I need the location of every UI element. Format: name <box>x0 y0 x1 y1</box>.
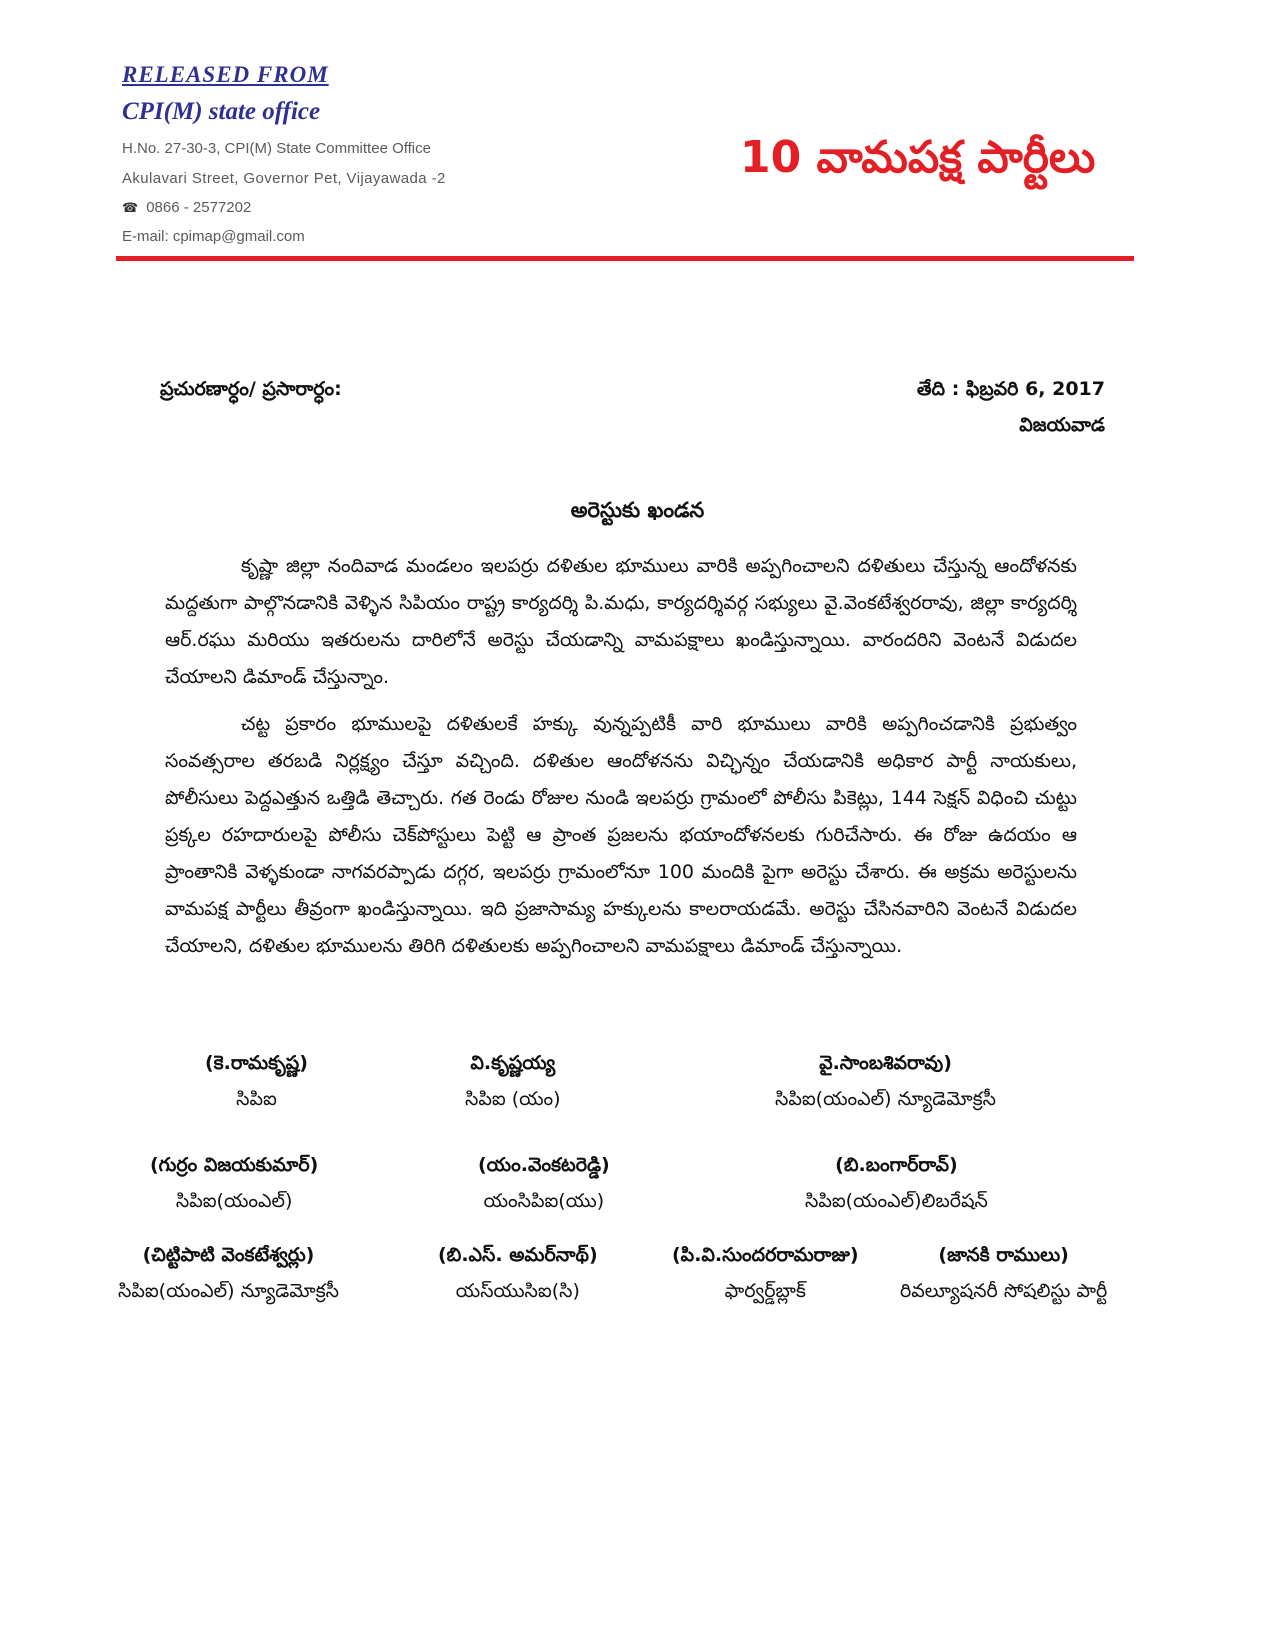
signatory-party: రివల్యూషనరీ సోషలిస్టు పార్టీ <box>900 1280 1108 1302</box>
signatory-4 <box>150 1152 318 1214</box>
paragraph-text: కృష్ణా జిల్లా నందివాడ మండలం ఇలపర్రు దళితుల భూములు వారికి అప్పగించాలని దళితులు చేస్తున్న ఆందోళనకు మద్దతుగా పాల్గొనడానికి వెళ్ళిన సిపియం రాష్ట్ర కార్యదర్శి పి.మధు, కార్యదర్శివర్గ సభ్యులు వై.వెంకటేశ్వరరావు, జిల్లా కార్యదర్శి ఆర్.రఘు మరియు ఇతరులను దారిలోనే అరెస్టు చేయడాన్ని వామపక్షాలు ఖండిస్తున్నాయి. వారందరిని వెంటనే విడుదల చేయాలని డిమాండ్ చేస్తున్నాం. <box>165 555 1077 688</box>
signatory-3 <box>775 1050 996 1112</box>
email-line: E-mail: cpimap@gmail.com <box>122 228 305 245</box>
signatory-party: సిపిఐ <box>236 1088 277 1110</box>
signatory-party: సిపిఐ(యంఎల్) <box>175 1190 293 1212</box>
phone-line <box>122 199 251 216</box>
signatory-party: సిపిఐ(యంఎల్)లిబరేషన్ <box>805 1190 988 1212</box>
header-divider <box>116 256 1134 261</box>
signatory-10 <box>900 1242 1107 1304</box>
paragraph-text: చట్ట ప్రకారం భూములపై దళితులకే హక్కు వున్నప్పటికీ వారి భూములు వారికి అప్పగించడానికి ప్రభుత్వం సంవత్సరాల తరబడి నిర్లక్ష్యం చేస్తూ వచ్చింది. దళితుల ఆందోళనను విచ్ఛిన్నం చేయడానికి అధికార పార్టీ నాయకులు, పోలీసులు పెద్దఎత్తున ఒత్తిడి తెచ్చారు. గత రెండు రోజుల నుండి ఇలపర్రు గ్రామంలో పోలీసు పికెట్లు, 144 సెక్షన్ విధించి చుట్టు ప్రక్కల రహదారులపై పోలీసు చెక్‌పోస్టులు పెట్టి ఆ ప్రాంత ప్రజలను భయాందోళనలకు గురిచేసారు. ఈ రోజు ఉదయం ఆ ప్రాంతానికి వెళ్ళకుండా నాగవరప్పాడు దగ్గర, ఇలపర్రు గ్రామంలోనూ 100 మందికి పైగా అరెస్టు చేశారు. ఈ అక్రమ అరెస్టులను వామపక్ష పార్టీలు తీవ్రంగా ఖండిస్తున్నాయి. ఇది ప్రజాసామ్య హక్కులను కాలరాయడమే. అరెస్టు చేసినవారిని వెంటనే విడుదల చేయాలని, దళితుల భూములను తిరిగి దళితులకు అప్పగించాలని వామపక్షాలు డిమాండ్ చేస్తున్నాయి. <box>165 713 1077 957</box>
place-name: విజయవాడ <box>1019 414 1105 436</box>
signatory-party: సిపిఐ (యం) <box>465 1088 561 1110</box>
signatory-name: (జానకి రాములు) <box>938 1244 1069 1266</box>
phone-icon: ☎ <box>122 200 139 215</box>
address-line-2: Akulavari Street, Governor Pet, Vijayawada -2 <box>122 170 446 187</box>
released-from-heading: RELEASED FROM <box>122 62 329 87</box>
signatory-name: (పి.వి.సుందరరామరాజు) <box>672 1244 859 1266</box>
signatory-name: (చిట్టిపాటి వెంకటేశ్వర్లు) <box>142 1244 315 1266</box>
signatory-party: సిపిఐ(యంఎల్) న్యూడెమోక్రసీ <box>775 1088 996 1110</box>
date-line: తేది : ఫిబ్రవరి 6, 2017 <box>916 378 1105 400</box>
signatory-party: ఫార్వర్డ్‌బ్లాక్ <box>724 1280 806 1302</box>
phone-number: 0866 - 2577202 <box>146 199 252 216</box>
signatory-name: వై.సాంబశివరావు) <box>819 1052 952 1074</box>
body-paragraph-2 <box>165 706 1077 965</box>
signatory-8 <box>438 1242 598 1304</box>
signatory-name: (బి.బంగార్‌రావ్) <box>835 1154 958 1176</box>
body-paragraph-1 <box>165 548 1077 696</box>
signatory-name: (గుర్రం విజయకుమార్) <box>150 1154 319 1176</box>
signatory-7 <box>118 1242 339 1304</box>
signatory-name: వి.కృష్ణయ్య <box>470 1052 556 1074</box>
signatory-party: యంసిపిఐ(యు) <box>483 1190 605 1212</box>
publication-label: ప్రచురణార్ధం/ ప్రసారార్ధం: <box>160 378 342 400</box>
signatory-1 <box>205 1050 308 1112</box>
org-title: 10 వామపక్ష పార్టీలు <box>740 132 1096 183</box>
signatory-5 <box>478 1152 610 1214</box>
subject-heading: అరెస్టుకు ఖండన <box>570 498 705 522</box>
signatory-2 <box>465 1050 561 1112</box>
signatory-9 <box>672 1242 859 1304</box>
signatory-name: (యం.వెంకటరెడ్డి) <box>478 1154 610 1176</box>
signatory-6 <box>805 1152 988 1214</box>
signatory-name: (బి.ఎస్. అమర్‌నాథ్) <box>438 1244 598 1266</box>
signatory-name: (కె.రామకృష్ణ) <box>205 1052 308 1074</box>
signatory-party: యస్‌యుసిఐ(సి) <box>455 1280 580 1302</box>
signatory-party: సిపిఐ(యంఎల్) న్యూడెమోక్రసీ <box>118 1280 339 1302</box>
address-line-1: H.No. 27-30-3, CPI(M) State Committee Office <box>122 140 431 157</box>
office-name: CPI(M) state office <box>122 98 321 125</box>
